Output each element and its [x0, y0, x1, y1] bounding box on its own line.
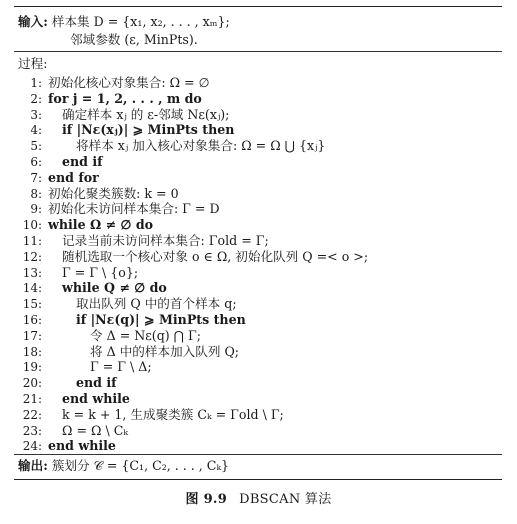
process-label: 过程:	[18, 56, 48, 71]
input-line-2: 邻域参数 (ε, MinPts).	[70, 32, 198, 47]
step-text: end while	[48, 438, 116, 454]
step-number: 9:	[30, 202, 42, 217]
step-text: end while	[62, 391, 130, 406]
figure-title: DBSCAN 算法	[239, 492, 332, 507]
step-text: while Q ≠ ∅ do	[62, 280, 167, 296]
step-number: 19:	[22, 360, 42, 375]
output-label: 输出:	[18, 458, 48, 473]
step-number: 4:	[30, 123, 42, 138]
step-number: 5:	[30, 139, 42, 154]
step-number: 17:	[22, 328, 42, 343]
algorithm-step	[14, 437, 116, 455]
step-text: 确定样本 xⱼ 的 ε-邻域 Nε(xⱼ);	[62, 106, 230, 122]
step-number: 8:	[30, 186, 42, 201]
input-divider	[14, 51, 502, 52]
figure-number: 图 9.9	[185, 492, 228, 507]
step-text: 取出队列 Q 中的首个样本 q;	[76, 296, 237, 312]
step-number: 10:	[22, 218, 42, 233]
figure-caption	[0, 488, 517, 507]
step-number: 11:	[22, 234, 42, 248]
step-number: 13:	[22, 265, 42, 280]
step-number: 14:	[22, 281, 42, 296]
step-text: 将样本 xⱼ 加入核心对象集合: Ω = Ω ⋃ {xⱼ}	[76, 138, 326, 154]
input-label: 输入:	[18, 14, 48, 29]
step-number: 18:	[22, 344, 42, 359]
output-line	[18, 457, 229, 474]
step-number: 7:	[30, 170, 42, 185]
step-text: end if	[62, 154, 103, 169]
step-number: 16:	[22, 313, 42, 327]
step-text: Γ = Γ \ {o};	[62, 264, 139, 280]
step-text: if |Nε(xⱼ)| ⩾ MinPts then	[62, 122, 235, 138]
step-text: 令 Δ = Nε(q) ⋂ Γ;	[90, 327, 202, 343]
step-text: k = k + 1, 生成聚类簇 Cₖ = Γold \ Γ;	[62, 406, 284, 422]
step-text: 初始化聚类簇数: k = 0	[48, 185, 179, 201]
output-text: 簇划分 𝒞 = {C₁, C₂, . . . , Cₖ}	[51, 458, 230, 473]
step-number: 6:	[30, 155, 42, 169]
step-number: 1:	[30, 76, 42, 90]
step-number: 2:	[30, 91, 42, 106]
step-number: 21:	[22, 392, 42, 406]
step-text: 初始化核心对象集合: Ω = ∅	[48, 75, 210, 90]
step-text: 初始化未访问样本集合: Γ = D	[48, 201, 220, 217]
step-number: 24:	[22, 439, 42, 454]
step-text: if |Nε(q)| ⩾ MinPts then	[76, 312, 246, 327]
step-number: 12:	[22, 249, 42, 264]
step-text: for j = 1, 2, . . . , m do	[48, 90, 202, 106]
step-number: 15:	[22, 297, 42, 312]
step-text: 随机选取一个核心对象 o ∈ Ω, 初始化队列 Q =< o >;	[62, 248, 369, 264]
algorithm-box	[14, 6, 502, 480]
step-number: 3:	[30, 107, 42, 122]
step-text: 记录当前未访问样本集合: Γold = Γ;	[62, 233, 269, 248]
input-line-1	[18, 13, 230, 30]
input-dataset: 样本集 D = {x₁, x₂, . . . , xₘ};	[51, 14, 230, 29]
step-text: while Ω ≠ ∅ do	[48, 217, 154, 233]
output-divider	[14, 454, 502, 455]
step-text: end if	[76, 375, 117, 391]
step-number: 22:	[22, 407, 42, 422]
step-number: 23:	[22, 423, 42, 438]
step-number: 20:	[22, 376, 42, 391]
step-text: 将 Δ 中的样本加入队列 Q;	[90, 343, 240, 359]
step-text: end for	[48, 169, 99, 185]
step-text: Γ = Γ \ Δ;	[90, 359, 152, 375]
step-text: Ω = Ω \ Cₖ	[62, 422, 128, 438]
